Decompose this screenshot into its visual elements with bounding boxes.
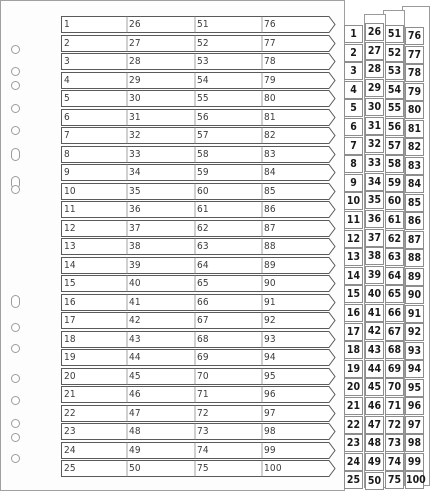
index-number: 97 <box>264 407 276 419</box>
index-tab[interactable]: 39 <box>365 266 384 284</box>
index-number: 69 <box>197 352 209 363</box>
index-tab[interactable]: 12 <box>344 230 363 248</box>
index-number: 33 <box>129 148 141 160</box>
index-number: 51 <box>197 19 209 30</box>
index-number: 50 <box>129 463 141 474</box>
index-tab[interactable]: 98 <box>405 434 424 452</box>
index-tab[interactable]: 90 <box>405 286 424 304</box>
index-tab[interactable]: 99 <box>405 453 424 471</box>
index-number: 26 <box>129 19 141 30</box>
index-number: 77 <box>264 37 276 49</box>
index-tab[interactable]: 19 <box>344 360 363 378</box>
index-number: 42 <box>129 315 141 326</box>
index-row[interactable] <box>61 257 336 274</box>
index-tab[interactable]: 93 <box>405 342 424 360</box>
index-number: 72 <box>197 407 209 419</box>
index-tab[interactable]: 52 <box>385 44 404 62</box>
index-number: 45 <box>129 370 141 382</box>
index-tab[interactable]: 46 <box>365 397 384 415</box>
index-number: 53 <box>197 56 209 67</box>
index-row[interactable] <box>61 294 336 311</box>
index-number: 21 <box>64 389 76 400</box>
index-tab[interactable]: 44 <box>365 360 384 378</box>
index-tab[interactable]: 26 <box>365 23 384 41</box>
index-number: 64 <box>197 259 209 271</box>
index-row[interactable] <box>61 90 336 107</box>
index-number: 44 <box>129 352 141 363</box>
index-number: 80 <box>264 93 276 104</box>
index-number: 60 <box>197 185 209 197</box>
index-tab[interactable]: 58 <box>385 155 404 173</box>
index-tab[interactable]: 10 <box>344 192 363 210</box>
index-number: 48 <box>129 426 141 437</box>
index-number: 56 <box>197 111 209 123</box>
index-number: 9 <box>64 167 70 178</box>
index-tab[interactable]: 66 <box>385 304 404 322</box>
index-tab[interactable]: 28 <box>365 60 384 78</box>
index-number: 70 <box>197 370 209 382</box>
index-tab[interactable]: 23 <box>344 434 363 452</box>
index-tab[interactable]: 14 <box>344 267 363 285</box>
index-tab[interactable]: 73 <box>385 434 404 452</box>
index-number: 67 <box>197 315 209 326</box>
index-tab[interactable]: 70 <box>385 378 404 396</box>
index-tab[interactable]: 97 <box>405 416 424 434</box>
index-tab[interactable]: 55 <box>385 99 404 117</box>
index-tab[interactable]: 88 <box>405 249 424 267</box>
index-tab[interactable]: 50 <box>365 472 384 490</box>
index-number: 13 <box>64 241 76 252</box>
index-tab[interactable]: 21 <box>344 397 363 415</box>
index-tab[interactable]: 83 <box>405 157 424 175</box>
punch-hole <box>11 148 20 161</box>
punch-hole <box>11 344 20 353</box>
index-tab[interactable]: 72 <box>385 416 404 434</box>
index-row[interactable] <box>61 183 336 200</box>
index-row[interactable] <box>61 386 336 403</box>
index-number: 37 <box>129 222 141 234</box>
index-tab[interactable]: 63 <box>385 248 404 266</box>
index-number: 22 <box>64 407 76 419</box>
index-tab[interactable]: 36 <box>365 210 384 228</box>
index-number: 11 <box>64 204 76 215</box>
index-number: 36 <box>129 204 141 215</box>
index-number: 46 <box>129 389 141 400</box>
index-row[interactable] <box>61 423 336 440</box>
index-tab[interactable]: 100 <box>405 471 424 489</box>
index-number: 61 <box>197 204 209 215</box>
index-tab[interactable]: 67 <box>385 323 404 341</box>
index-number: 38 <box>129 241 141 252</box>
index-number: 15 <box>64 278 76 289</box>
index-number: 2 <box>64 37 70 49</box>
index-number: 39 <box>129 259 141 271</box>
index-number: 20 <box>64 370 76 382</box>
index-tab[interactable]: 5 <box>344 99 363 117</box>
index-row[interactable] <box>61 312 336 329</box>
index-tab[interactable]: 20 <box>344 378 363 396</box>
index-number: 73 <box>197 426 209 437</box>
index-number: 92 <box>264 315 276 326</box>
index-number: 66 <box>197 296 209 308</box>
index-tab[interactable]: 64 <box>385 267 404 285</box>
index-row[interactable] <box>61 201 336 218</box>
index-tab[interactable]: 30 <box>365 98 384 116</box>
index-number: 100 <box>264 463 282 474</box>
index-tab[interactable]: 54 <box>385 81 404 99</box>
index-tab[interactable]: 11 <box>344 211 363 229</box>
index-number: 14 <box>64 259 76 271</box>
index-number: 31 <box>129 111 141 123</box>
index-number: 43 <box>129 333 141 345</box>
index-tab[interactable]: 49 <box>365 453 384 471</box>
index-number: 10 <box>64 185 76 197</box>
index-tab[interactable]: 51 <box>385 25 404 43</box>
index-tab[interactable]: 18 <box>344 341 363 359</box>
index-tab[interactable]: 84 <box>405 175 424 193</box>
index-tab[interactable]: 89 <box>405 268 424 286</box>
index-number: 18 <box>64 333 76 345</box>
punch-hole <box>11 45 20 54</box>
index-number: 84 <box>264 167 276 178</box>
index-number: 8 <box>64 148 70 160</box>
index-number: 27 <box>129 37 141 49</box>
punch-hole <box>11 67 20 76</box>
index-number: 79 <box>264 74 276 86</box>
index-tab[interactable]: 74 <box>385 453 404 471</box>
index-row[interactable] <box>61 53 336 70</box>
index-tab[interactable]: 79 <box>405 83 424 101</box>
index-tab[interactable]: 41 <box>365 304 384 322</box>
index-tab[interactable]: 56 <box>385 118 404 136</box>
index-tab[interactable]: 77 <box>405 46 424 64</box>
index-number: 91 <box>264 296 276 308</box>
index-tab[interactable]: 62 <box>385 230 404 248</box>
index-tab[interactable]: 9 <box>344 174 363 192</box>
index-tab[interactable]: 95 <box>405 379 424 397</box>
index-tab[interactable]: 4 <box>344 81 363 99</box>
index-tab[interactable]: 57 <box>385 137 404 155</box>
punch-hole <box>11 295 20 308</box>
index-tab[interactable]: 65 <box>385 285 404 303</box>
index-number: 55 <box>197 93 209 104</box>
index-row[interactable] <box>61 146 336 163</box>
index-number: 29 <box>129 74 141 86</box>
index-number: 28 <box>129 56 141 67</box>
punch-hole <box>11 185 20 194</box>
punch-hole <box>11 374 20 383</box>
index-number: 86 <box>264 204 276 215</box>
index-number: 32 <box>129 130 141 141</box>
index-row[interactable] <box>61 368 336 385</box>
index-row[interactable] <box>61 35 336 52</box>
index-number: 95 <box>264 370 276 382</box>
index-tab[interactable]: 76 <box>405 27 424 45</box>
index-number: 3 <box>64 56 70 67</box>
index-tab[interactable]: 22 <box>344 416 363 434</box>
index-number: 59 <box>197 167 209 178</box>
index-tab[interactable]: 1 <box>344 25 363 43</box>
index-number: 5 <box>64 93 70 104</box>
index-tab[interactable]: 71 <box>385 397 404 415</box>
index-tab[interactable]: 24 <box>344 453 363 471</box>
index-number: 87 <box>264 222 276 234</box>
punch-hole <box>11 104 20 113</box>
index-row[interactable] <box>61 349 336 366</box>
index-number: 52 <box>197 37 209 49</box>
index-number: 4 <box>64 74 70 86</box>
index-number: 96 <box>264 389 276 400</box>
index-tab[interactable]: 42 <box>365 322 384 340</box>
index-row[interactable] <box>61 275 336 292</box>
index-tab[interactable]: 94 <box>405 360 424 378</box>
index-number: 76 <box>264 19 276 30</box>
index-number: 93 <box>264 333 276 345</box>
index-row[interactable] <box>61 164 336 181</box>
index-tab[interactable]: 86 <box>405 212 424 230</box>
index-number: 89 <box>264 259 276 271</box>
index-row[interactable] <box>61 331 336 348</box>
index-tab[interactable]: 75 <box>385 471 404 489</box>
index-number: 41 <box>129 296 141 308</box>
index-number: 63 <box>197 241 209 252</box>
index-tab[interactable]: 6 <box>344 118 363 136</box>
index-number: 65 <box>197 278 209 289</box>
index-tab[interactable]: 61 <box>385 211 404 229</box>
index-number: 78 <box>264 56 276 67</box>
index-number: 34 <box>129 167 141 178</box>
index-number: 19 <box>64 352 76 363</box>
index-tab[interactable]: 15 <box>344 285 363 303</box>
index-tab[interactable]: 40 <box>365 285 384 303</box>
index-number: 85 <box>264 185 276 197</box>
punch-hole <box>11 419 20 428</box>
index-number: 74 <box>197 444 209 456</box>
index-tab[interactable]: 31 <box>365 117 384 135</box>
index-tab[interactable]: 37 <box>365 229 384 247</box>
index-row[interactable] <box>61 109 336 126</box>
index-tab[interactable]: 34 <box>365 173 384 191</box>
index-number: 83 <box>264 148 276 160</box>
index-number: 17 <box>64 315 76 326</box>
index-number: 47 <box>129 407 141 419</box>
punch-hole <box>11 454 20 463</box>
index-number: 49 <box>129 444 141 456</box>
index-tab[interactable]: 16 <box>344 304 363 322</box>
index-number: 99 <box>264 444 276 456</box>
punch-hole <box>11 81 20 90</box>
index-number: 81 <box>264 111 276 123</box>
index-tab[interactable]: 69 <box>385 360 404 378</box>
index-tab[interactable]: 91 <box>405 305 424 323</box>
index-tab[interactable]: 82 <box>405 138 424 156</box>
index-number: 6 <box>64 111 70 123</box>
index-number: 25 <box>64 463 76 474</box>
index-tab[interactable]: 80 <box>405 101 424 119</box>
index-number: 54 <box>197 74 209 86</box>
punch-hole <box>11 126 20 135</box>
index-tab[interactable]: 47 <box>365 416 384 434</box>
index-tab[interactable]: 3 <box>344 62 363 80</box>
index-tab[interactable]: 53 <box>385 62 404 80</box>
index-tab[interactable]: 17 <box>344 323 363 341</box>
index-number: 1 <box>64 19 70 30</box>
index-row[interactable] <box>61 460 336 477</box>
index-row[interactable] <box>61 405 336 422</box>
index-number: 94 <box>264 352 276 363</box>
index-tab[interactable]: 8 <box>344 155 363 173</box>
index-number: 12 <box>64 222 76 234</box>
index-tab[interactable]: 29 <box>365 79 384 97</box>
index-row[interactable] <box>61 16 336 33</box>
index-tab[interactable]: 48 <box>365 434 384 452</box>
index-tab[interactable]: 2 <box>344 44 363 62</box>
index-tab[interactable]: 81 <box>405 120 424 138</box>
index-number: 16 <box>64 296 76 308</box>
index-row[interactable] <box>61 127 336 144</box>
index-tab[interactable]: 92 <box>405 323 424 341</box>
index-number: 58 <box>197 148 209 160</box>
index-tab[interactable]: 96 <box>405 397 424 415</box>
index-number: 35 <box>129 185 141 197</box>
index-tab[interactable]: 59 <box>385 174 404 192</box>
index-tab[interactable]: 25 <box>344 471 363 489</box>
index-tab[interactable]: 27 <box>365 42 384 60</box>
index-number: 24 <box>64 444 76 456</box>
index-tab[interactable]: 43 <box>365 341 384 359</box>
index-tab[interactable]: 78 <box>405 64 424 82</box>
index-number: 88 <box>264 241 276 252</box>
index-number: 62 <box>197 222 209 234</box>
index-tab[interactable]: 13 <box>344 248 363 266</box>
punch-hole <box>11 323 20 332</box>
index-number: 71 <box>197 389 209 400</box>
punch-hole <box>11 433 20 442</box>
index-number: 82 <box>264 130 276 141</box>
index-tab[interactable]: 38 <box>365 247 384 265</box>
index-row[interactable] <box>61 220 336 237</box>
index-number: 7 <box>64 130 70 141</box>
index-row[interactable] <box>61 442 336 459</box>
index-number: 68 <box>197 333 209 345</box>
index-tab[interactable]: 85 <box>405 194 424 212</box>
index-tab[interactable]: 60 <box>385 192 404 210</box>
index-number: 23 <box>64 426 76 437</box>
index-number: 57 <box>197 130 209 141</box>
index-row[interactable] <box>61 238 336 255</box>
index-tab[interactable]: 33 <box>365 154 384 172</box>
index-tab[interactable]: 7 <box>344 137 363 155</box>
index-tab[interactable]: 32 <box>365 135 384 153</box>
index-number: 40 <box>129 278 141 289</box>
index-number: 30 <box>129 93 141 104</box>
index-number: 75 <box>197 463 209 474</box>
index-tab[interactable]: 45 <box>365 378 384 396</box>
index-number: 90 <box>264 278 276 289</box>
index-tab[interactable]: 87 <box>405 231 424 249</box>
index-row[interactable] <box>61 72 336 89</box>
index-tab[interactable]: 35 <box>365 191 384 209</box>
index-tab[interactable]: 68 <box>385 341 404 359</box>
index-number: 98 <box>264 426 276 437</box>
punch-hole <box>11 396 20 405</box>
